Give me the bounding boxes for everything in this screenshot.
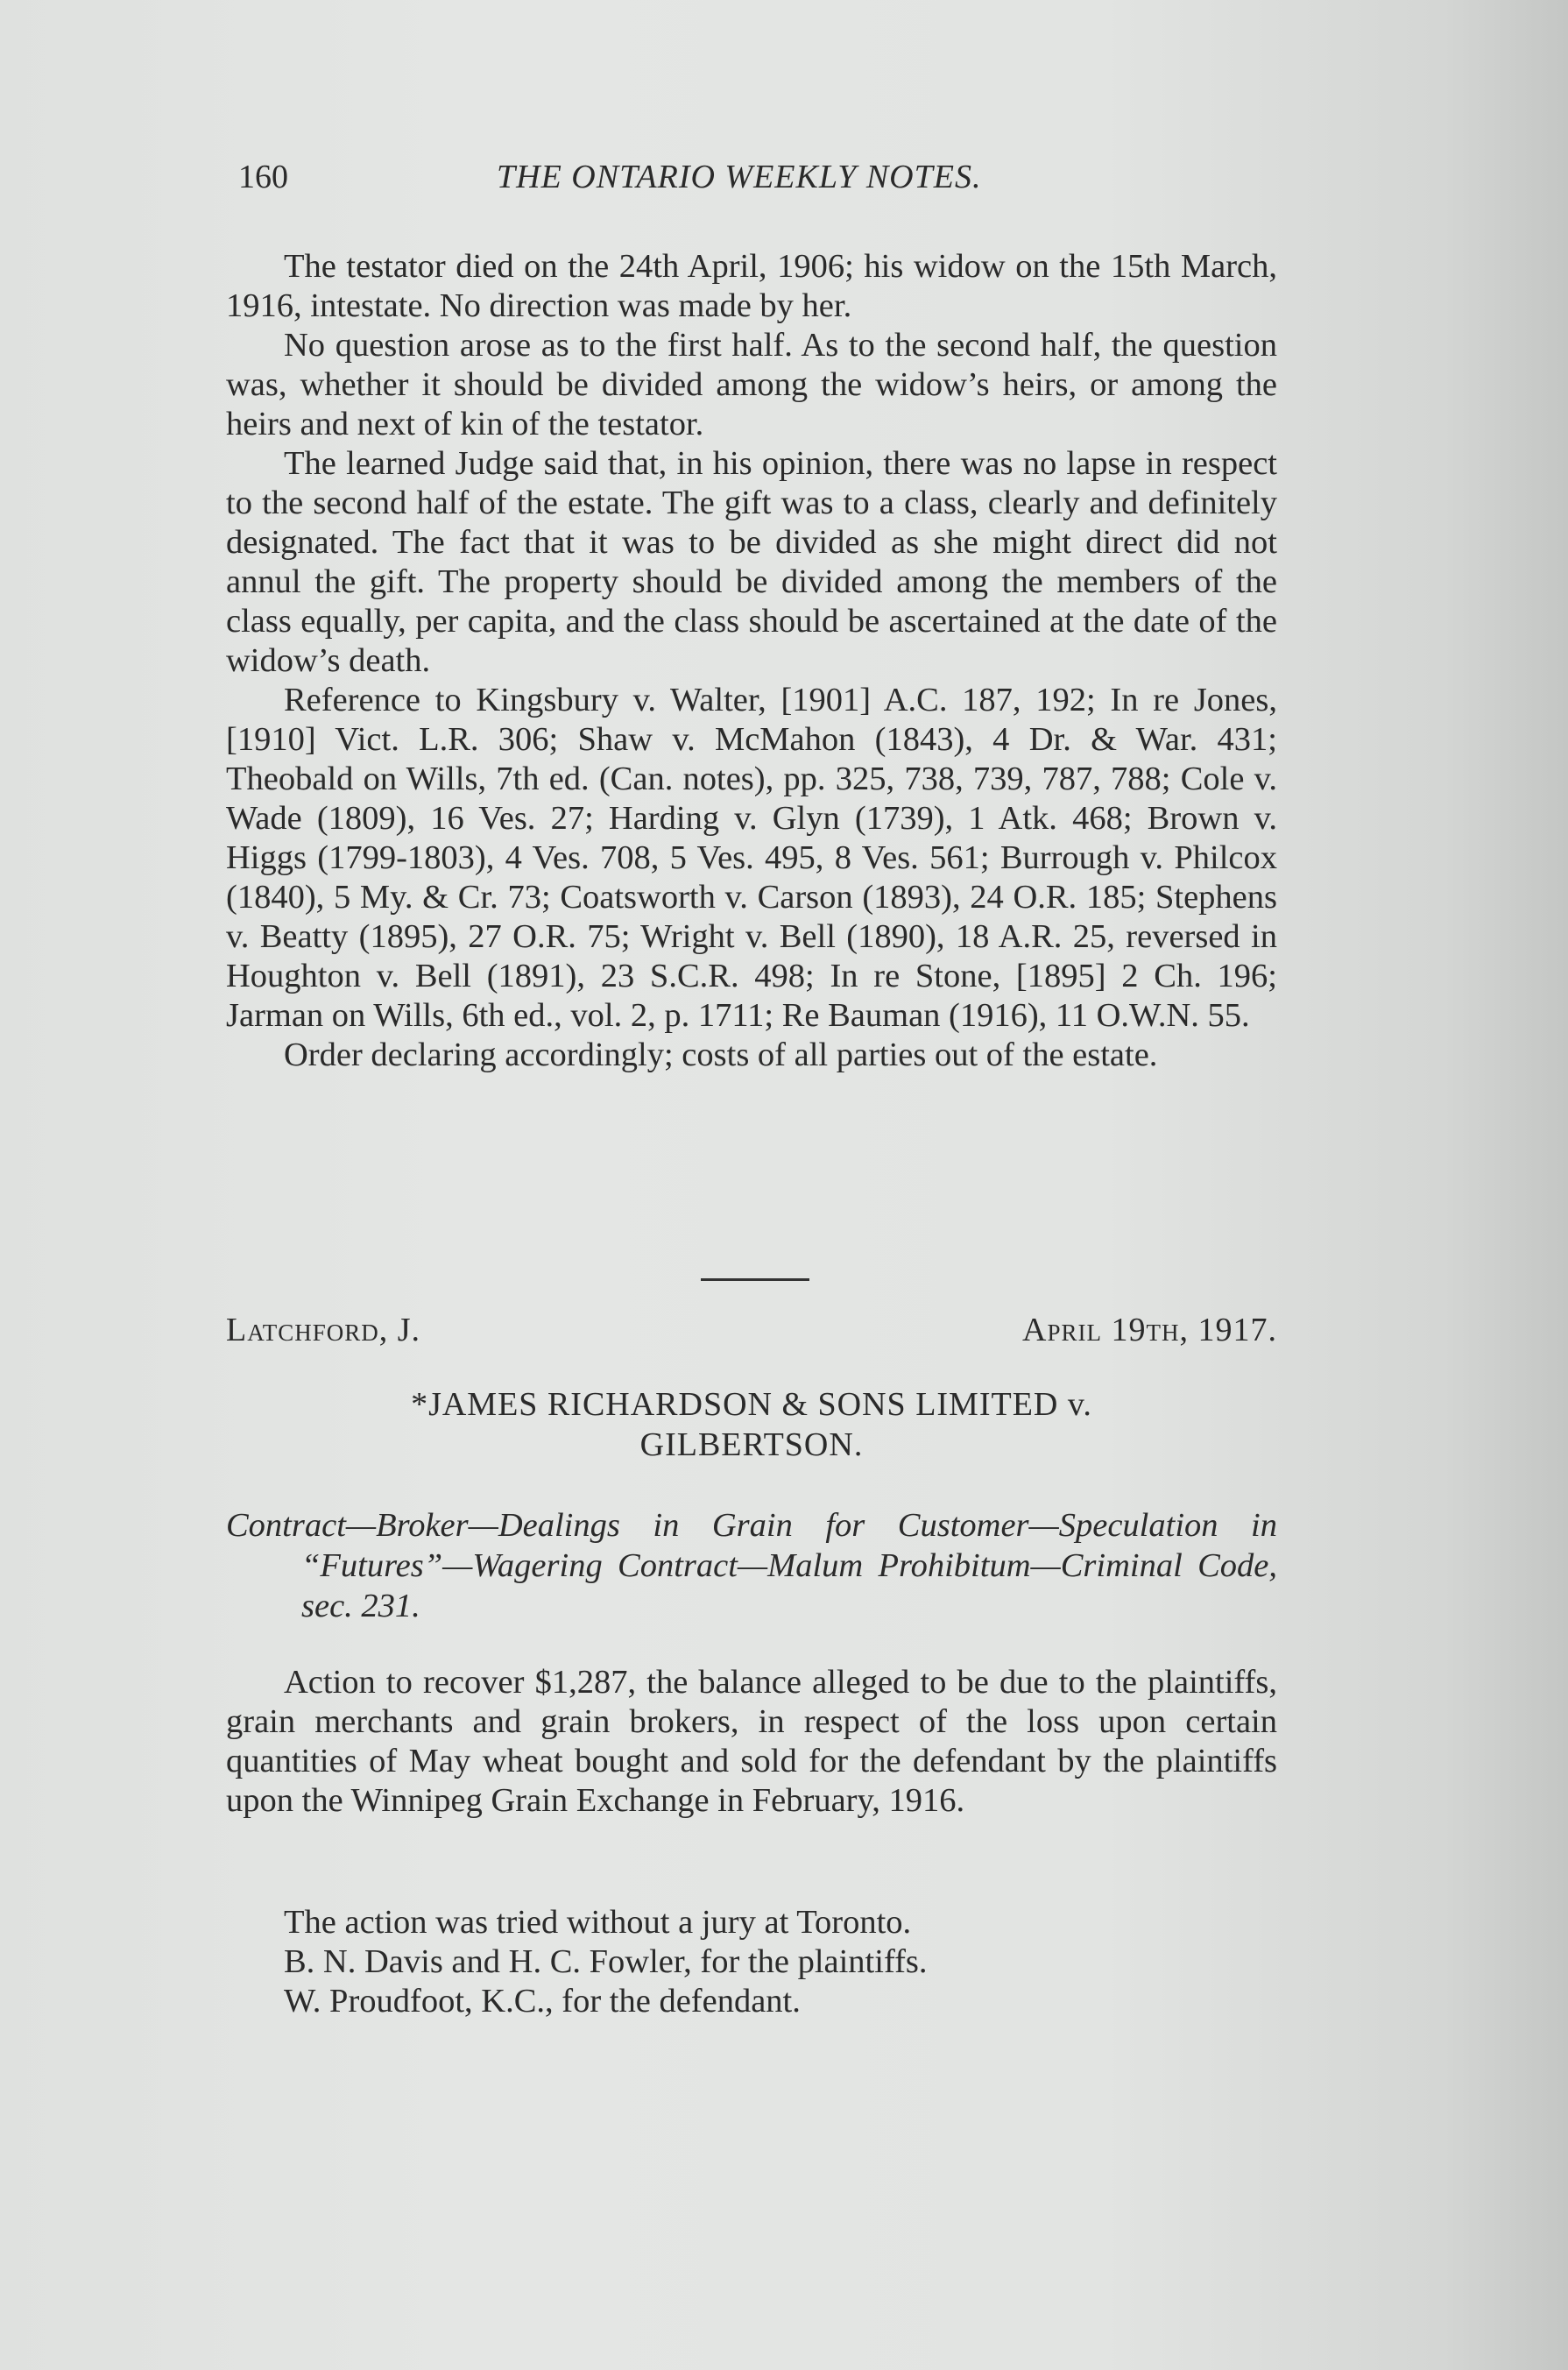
case-title bbox=[226, 1384, 1277, 1465]
paragraph-action: Action to recover $1,287, the balance alleged to be due to the plaintiffs, grain merchants and grain brokers, in respect of the loss upon certain quantities of May wheat bought and sold for the defendant by the plaintiffs upon the Winnipeg Grain Exchange in February, 1916. bbox=[226, 1664, 1277, 1819]
paragraph-facts: The testator died on the 24th April, 1906; his widow on the 15th March, 1916, intestate. No direction was made by her. bbox=[226, 248, 1277, 324]
journal-title: THE ONTARIO WEEKLY NOTES. bbox=[497, 159, 982, 195]
trial-details bbox=[226, 1903, 1277, 2021]
paragraph-order: Order declaring accordingly; costs of all parties out of the estate. bbox=[284, 1036, 1158, 1073]
judge-name: Latchford, J. bbox=[226, 1312, 421, 1348]
trial-line-plaintiffs-counsel: B. N. Davis and H. C. Fowler, for the plaintiffs. bbox=[284, 1943, 928, 1980]
page-number: 160 bbox=[238, 159, 288, 195]
case-judge-date-line bbox=[226, 1311, 1277, 1355]
action-body bbox=[226, 1663, 1277, 1821]
case-title-line-1: *JAMES RICHARDSON & SONS LIMITED v. bbox=[411, 1386, 1092, 1423]
trial-line-venue: The action was tried without a jury at Toronto. bbox=[284, 1904, 912, 1941]
trial-line-defendant-counsel: W. Proudfoot, K.C., for the defendant. bbox=[284, 1983, 801, 2020]
case-date: April 19th, 1917. bbox=[1022, 1312, 1277, 1348]
headnote-text: Contract—Broker—Dealings in Grain for Customer—Speculation in “Futures”—Wagering Contract—Malum Prohibitum—Criminal Code, sec. 231. bbox=[226, 1507, 1277, 1624]
case-title-line-2: GILBERTSON. bbox=[639, 1426, 864, 1463]
headnote bbox=[226, 1505, 1277, 1626]
section-divider bbox=[701, 1278, 809, 1281]
paragraph-references: Reference to Kingsbury v. Walter, [1901] A.C. 187, 192; In re Jones, [1910] Vict. L.R. 306; Shaw v. McMahon (1843), 4 Dr. & War. 431; Theobald on Wills, 7th ed. (Can. notes), pp. 325, 738, 739, 787, 788; Cole v. Wade (1809), 16 Ves. 27; Harding v. Glyn (1739), 1 Atk. 468; Brown v. Higgs (1799-1803), 4 Ves. 708, 5 Ves. 495, 8 Ves. 561; Burrough v. Philcox (1840), 5 My. & Cr. 73; Coatsworth v. Carson (1893), 24 O.R. 185; Stephens v. Beatty (1895), 27 O.R. 75; Wright v. Bell (1890), 18 A.R. 25, reversed in Houghton v. Bell (1891), 23 S.C.R. 498; In re Stone, [1895] 2 Ch. 196; Jarman on Wills, 6th ed., vol. 2, p. 1711; Re Bauman (1916), 11 O.W.N. 55. bbox=[226, 682, 1277, 1034]
paragraph-opinion: The learned Judge said that, in his opinion, there was no lapse in respect to the second half of the estate. The gift was to a class, clearly and definitely designated. The fact that it was to be divided as she might direct did not annul the gift. The property should be divided among the members of the class equally, per capita, and the class should be ascertained at the date of the widow’s death. bbox=[226, 445, 1277, 679]
opinion-body bbox=[226, 247, 1277, 1075]
paragraph-question: No question arose as to the first half. As to the second half, the question was, whether it should be divided among the widow’s heirs, or among the heirs and next of kin of the testator. bbox=[226, 327, 1277, 442]
running-head bbox=[238, 158, 1044, 210]
